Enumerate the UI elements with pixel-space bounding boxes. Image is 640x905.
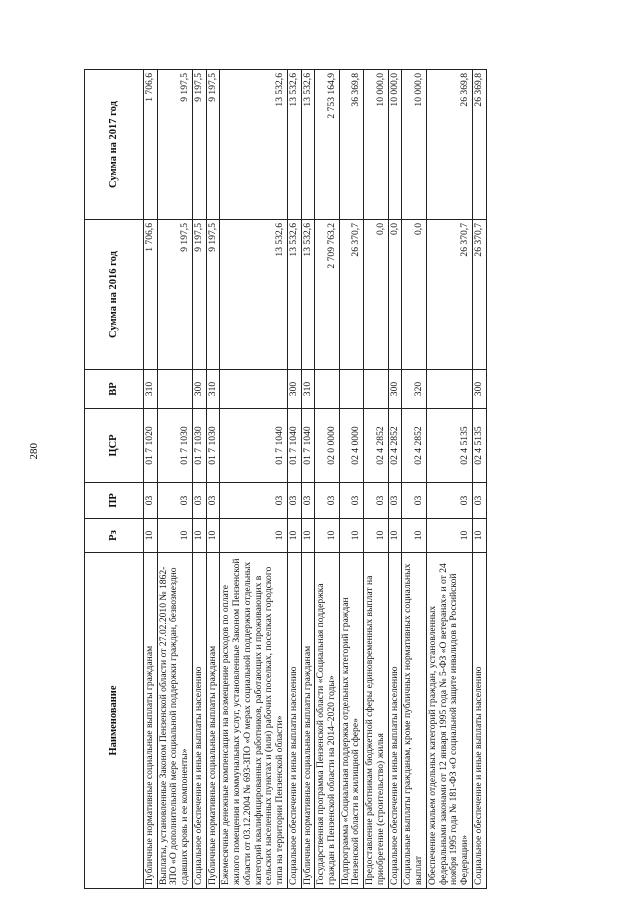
cell-sum-2017: 10 000,0 bbox=[402, 70, 426, 220]
cell-sum-2017: 13 532,6 bbox=[287, 70, 301, 220]
cell-pr: 03 bbox=[301, 483, 315, 519]
table-row bbox=[339, 70, 363, 889]
cell-sum-2016: 13 532,6 bbox=[301, 220, 315, 370]
budget-table bbox=[84, 69, 487, 889]
cell-vr bbox=[426, 370, 472, 409]
cell-name: Социальное обеспечение и иные выплаты населению bbox=[472, 553, 486, 889]
cell-sum-2016: 0,0 bbox=[388, 220, 402, 370]
cell-rz: 10 bbox=[287, 519, 301, 553]
cell-vr: 310 bbox=[144, 370, 158, 409]
cell-rz: 10 bbox=[388, 519, 402, 553]
table-row bbox=[315, 70, 339, 889]
cell-csr: 01 7 1040 bbox=[301, 409, 315, 483]
page-number: 280 bbox=[28, 443, 40, 460]
cell-sum-2017: 26 369,8 bbox=[472, 70, 486, 220]
cell-name: Социальное обеспечение и иные выплаты населению bbox=[192, 553, 206, 889]
cell-vr: 300 bbox=[388, 370, 402, 409]
cell-sum-2016: 26 370,7 bbox=[339, 220, 363, 370]
cell-rz: 10 bbox=[315, 519, 339, 553]
cell-sum-2016: 13 532,6 bbox=[220, 220, 287, 370]
cell-csr: 02 4 0000 bbox=[339, 409, 363, 483]
cell-sum-2017: 9 197,5 bbox=[157, 70, 192, 220]
cell-rz: 10 bbox=[220, 519, 287, 553]
cell-vr bbox=[157, 370, 192, 409]
table-row bbox=[220, 70, 287, 889]
cell-vr: 310 bbox=[301, 370, 315, 409]
cell-csr: 01 7 1030 bbox=[157, 409, 192, 483]
cell-pr: 03 bbox=[157, 483, 192, 519]
rotated-page bbox=[84, 70, 566, 889]
cell-vr: 310 bbox=[206, 370, 220, 409]
cell-name: Выплаты, установленные Законом Пензенской области от 27.02.2010 № 1862-ЗПО «О дополнительной мере социальной поддержки граждан, безвозмездно сдавших кровь и ее компоненты» bbox=[157, 553, 192, 889]
cell-name: Государственная программа Пензенской области «Социальная поддержка граждан в Пензенской области на 2014–2020 годы» bbox=[315, 553, 339, 889]
header-pr: ПР bbox=[85, 483, 144, 519]
cell-name: Социальное обеспечение и иные выплаты населению bbox=[388, 553, 402, 889]
cell-csr: 02 4 2852 bbox=[402, 409, 426, 483]
cell-sum-2016: 13 532,6 bbox=[287, 220, 301, 370]
cell-rz: 10 bbox=[472, 519, 486, 553]
header-sum-2017: Сумма на 2017 год bbox=[85, 70, 144, 220]
cell-csr: 01 7 1020 bbox=[144, 409, 158, 483]
table-row bbox=[388, 70, 402, 889]
table-row bbox=[206, 70, 220, 889]
cell-pr: 03 bbox=[472, 483, 486, 519]
header-sum-2016: Сумма на 2016 год bbox=[85, 220, 144, 370]
cell-sum-2016: 1 706,6 bbox=[144, 220, 158, 370]
table-row bbox=[426, 70, 472, 889]
cell-rz: 10 bbox=[301, 519, 315, 553]
cell-name: Предоставление работникам бюджетной сферы единовременных выплат на приобретение (строительство) жилья bbox=[364, 553, 388, 889]
cell-pr: 03 bbox=[402, 483, 426, 519]
header-rz: Рз bbox=[85, 519, 144, 553]
cell-pr: 03 bbox=[339, 483, 363, 519]
header-csr: ЦСР bbox=[85, 409, 144, 483]
cell-csr: 01 7 1030 bbox=[192, 409, 206, 483]
cell-vr bbox=[364, 370, 388, 409]
cell-csr: 01 7 1040 bbox=[287, 409, 301, 483]
cell-sum-2016: 0,0 bbox=[402, 220, 426, 370]
cell-pr: 03 bbox=[192, 483, 206, 519]
cell-sum-2016: 2 709 763,2 bbox=[315, 220, 339, 370]
table-row bbox=[364, 70, 388, 889]
cell-sum-2017: 13 532,6 bbox=[220, 70, 287, 220]
cell-sum-2016: 9 197,5 bbox=[192, 220, 206, 370]
cell-rz: 10 bbox=[402, 519, 426, 553]
cell-csr: 02 4 5135 bbox=[472, 409, 486, 483]
cell-csr: 02 0 0000 bbox=[315, 409, 339, 483]
cell-rz: 10 bbox=[157, 519, 192, 553]
cell-vr bbox=[220, 370, 287, 409]
cell-sum-2017: 10 000,0 bbox=[388, 70, 402, 220]
cell-rz: 10 bbox=[192, 519, 206, 553]
cell-sum-2016: 26 370,7 bbox=[472, 220, 486, 370]
cell-name: Обеспечение жильем отдельных категорий граждан, установленных федеральными законами от 12 января 1995 года № 5-ФЗ «О ветеранах» и от 24 ноября 1995 года № 181-ФЗ «О социальной защите инвалидов в Российской Федерации» bbox=[426, 553, 472, 889]
cell-sum-2016: 9 197,5 bbox=[157, 220, 192, 370]
cell-csr: 02 4 2852 bbox=[364, 409, 388, 483]
cell-csr: 01 7 1040 bbox=[220, 409, 287, 483]
cell-csr: 01 7 1030 bbox=[206, 409, 220, 483]
cell-sum-2016: 9 197,5 bbox=[206, 220, 220, 370]
cell-pr: 03 bbox=[364, 483, 388, 519]
header-name: Наименование bbox=[85, 553, 144, 889]
cell-pr: 03 bbox=[287, 483, 301, 519]
table-header-row bbox=[85, 70, 144, 889]
cell-vr bbox=[339, 370, 363, 409]
cell-vr: 300 bbox=[472, 370, 486, 409]
cell-sum-2017: 26 369,8 bbox=[426, 70, 472, 220]
cell-pr: 03 bbox=[426, 483, 472, 519]
table-row bbox=[157, 70, 192, 889]
cell-pr: 03 bbox=[144, 483, 158, 519]
header-vr: ВР bbox=[85, 370, 144, 409]
cell-vr: 300 bbox=[287, 370, 301, 409]
cell-rz: 10 bbox=[364, 519, 388, 553]
cell-vr bbox=[315, 370, 339, 409]
cell-sum-2017: 9 197,5 bbox=[206, 70, 220, 220]
table-row bbox=[301, 70, 315, 889]
cell-sum-2016: 26 370,7 bbox=[426, 220, 472, 370]
cell-name: Социальные выплаты гражданам, кроме публичных нормативных социальных выплат bbox=[402, 553, 426, 889]
cell-sum-2016: 0,0 bbox=[364, 220, 388, 370]
cell-csr: 02 4 2852 bbox=[388, 409, 402, 483]
cell-pr: 03 bbox=[315, 483, 339, 519]
cell-sum-2017: 1 706,6 bbox=[144, 70, 158, 220]
cell-name: Публичные нормативные социальные выплаты гражданам bbox=[301, 553, 315, 889]
cell-sum-2017: 9 197,5 bbox=[192, 70, 206, 220]
cell-pr: 03 bbox=[206, 483, 220, 519]
cell-sum-2017: 36 369,8 bbox=[339, 70, 363, 220]
table-row bbox=[192, 70, 206, 889]
cell-vr: 320 bbox=[402, 370, 426, 409]
cell-csr: 02 4 5135 bbox=[426, 409, 472, 483]
cell-sum-2017: 2 753 164,9 bbox=[315, 70, 339, 220]
cell-sum-2017: 10 000,0 bbox=[364, 70, 388, 220]
table-row bbox=[472, 70, 486, 889]
cell-name: Публичные нормативные социальные выплаты гражданам bbox=[206, 553, 220, 889]
cell-rz: 10 bbox=[144, 519, 158, 553]
cell-pr: 03 bbox=[220, 483, 287, 519]
table-row bbox=[287, 70, 301, 889]
cell-pr: 03 bbox=[388, 483, 402, 519]
cell-rz: 10 bbox=[426, 519, 472, 553]
cell-name: Публичные нормативные социальные выплаты гражданам bbox=[144, 553, 158, 889]
cell-sum-2017: 13 532,6 bbox=[301, 70, 315, 220]
cell-name: Социальное обеспечение и иные выплаты населению bbox=[287, 553, 301, 889]
cell-rz: 10 bbox=[339, 519, 363, 553]
cell-vr: 300 bbox=[192, 370, 206, 409]
table-row bbox=[144, 70, 158, 889]
cell-name: Ежемесячные денежные компенсации на возмещение расходов по оплате жилого помещения и коммунальных услуг, установленные Законом Пензенской области от 03.12.2004 № 693-ЗПО «О мерах социальной поддержки отдельных категорий квалифицированных работников, работающих и проживающих в сельских населенных пунктах и (или) рабочих поселках, поселках городского типа на территории Пензенской области» bbox=[220, 553, 287, 889]
cell-rz: 10 bbox=[206, 519, 220, 553]
table-row bbox=[402, 70, 426, 889]
cell-name: Подпрограмма «Социальная поддержка отдельных категорий граждан Пензенской области в жилищной сфере» bbox=[339, 553, 363, 889]
